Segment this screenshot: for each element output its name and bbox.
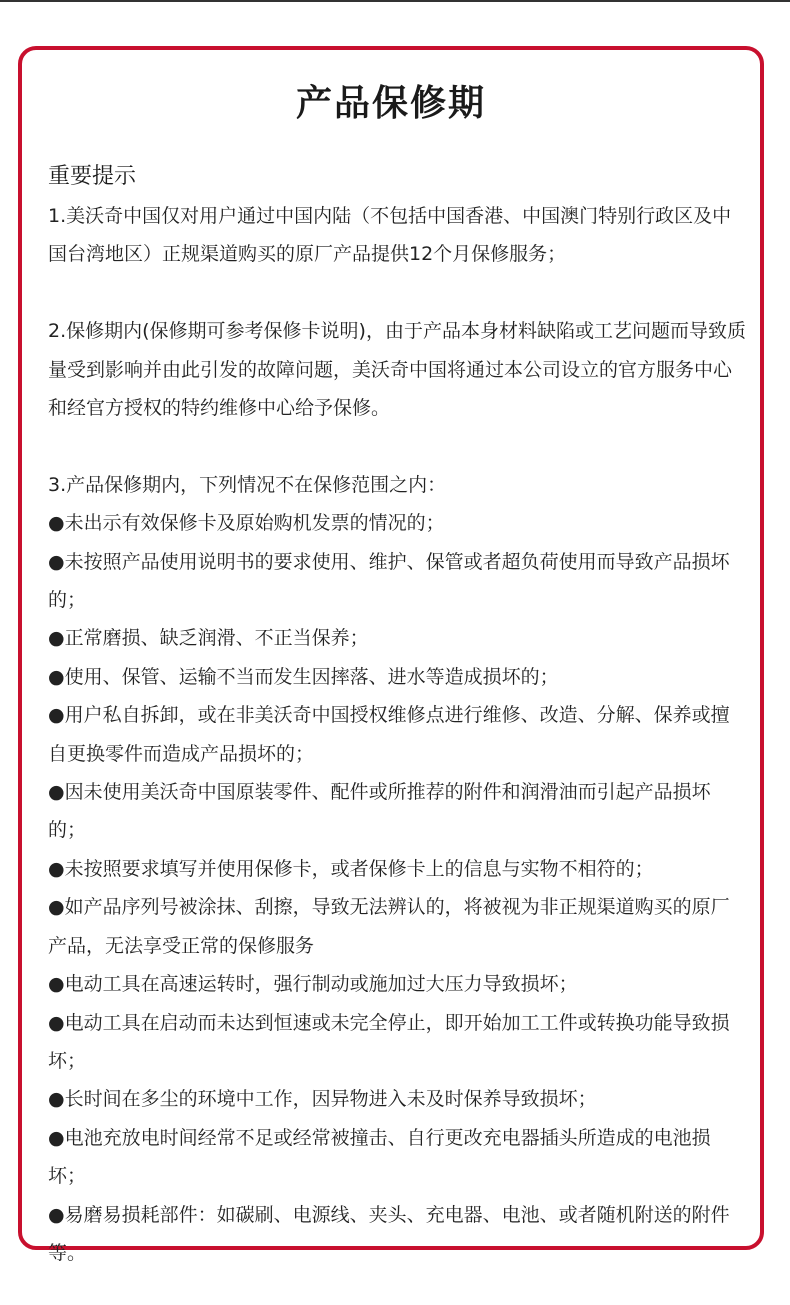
exclusion-item: ●未按照要求填写并使用保修卡，或者保修卡上的信息与实物不相符的；	[48, 857, 654, 880]
exclusion-item: ●电动工具在高速运转时，强行制动或施加过大压力导致损坏；	[48, 973, 578, 996]
notice-heading: 重要提示	[48, 164, 137, 189]
exclusion-item: ●长时间在多尘的环境中工作，因异物进入未及时保养导致损坏；	[48, 1088, 597, 1111]
paragraph-exclusions-intro: 3.产品保修期内，下列情况不在保修范围之内：	[48, 473, 447, 496]
spacer	[48, 274, 748, 312]
exclusion-item: ●未按照产品使用说明书的要求使用、维护、保管或者超负荷使用而导致产品损坏的；	[48, 550, 730, 612]
exclusion-item: ●正常磨损、缺乏润滑、不正当保养；	[48, 627, 369, 650]
exclusion-item: ●电动工具在启动而未达到恒速或未完全停止，即开始加工工件或转换功能导致损坏；	[48, 1011, 730, 1072]
exclusion-item: ●如产品序列号被涂抹、刮擦，导致无法辨认的，将被视为非正规渠道购买的原厂产品，无法享受正常的保修服务	[48, 896, 730, 957]
warranty-card	[18, 46, 764, 1264]
exclusion-item: ●易磨易损耗部件：如碳刷、电源线、夹头、充电器、电池、或者随机附送的附件等。	[48, 1203, 730, 1264]
top-divider	[0, 0, 790, 2]
paragraph-scope: 1.美沃奇中国仅对用户通过中国内陆（不包括中国香港、中国澳门特别行政区及中国台湾地区）正规渠道购买的原厂产品提供12个月保修服务；	[48, 205, 732, 266]
paragraph-coverage: 2.保修期内(保修期可参考保修卡说明)，由于产品本身材料缺陷或工艺问题而导致质量受到影响并由此引发的故障问题，美沃奇中国将通过本公司设立的官方服务中心和经官方授权的特约维修中心给予保修。	[48, 320, 746, 420]
exclusion-item: ●电池充放电时间经常不足或经常被撞击、自行更改充电器插头所造成的电池损坏；	[48, 1126, 711, 1188]
spacer	[48, 427, 748, 465]
exclusion-item: ●用户私自拆卸，或在非美沃奇中国授权维修点进行维修、改造、分解、保养或擅自更换零件而造成产品损坏的；	[48, 704, 730, 765]
exclusion-item: ●使用、保管、运输不当而发生因摔落、进水等造成损坏的；	[48, 665, 559, 688]
exclusion-item: ●未出示有效保修卡及原始购机发票的情况的；	[48, 512, 445, 535]
page-title: 产品保修期	[295, 83, 486, 124]
warranty-content	[48, 157, 748, 1272]
exclusion-item: ●因未使用美沃奇中国原装零件、配件或所推荐的附件和润滑油而引起产品损坏的；	[48, 781, 711, 842]
